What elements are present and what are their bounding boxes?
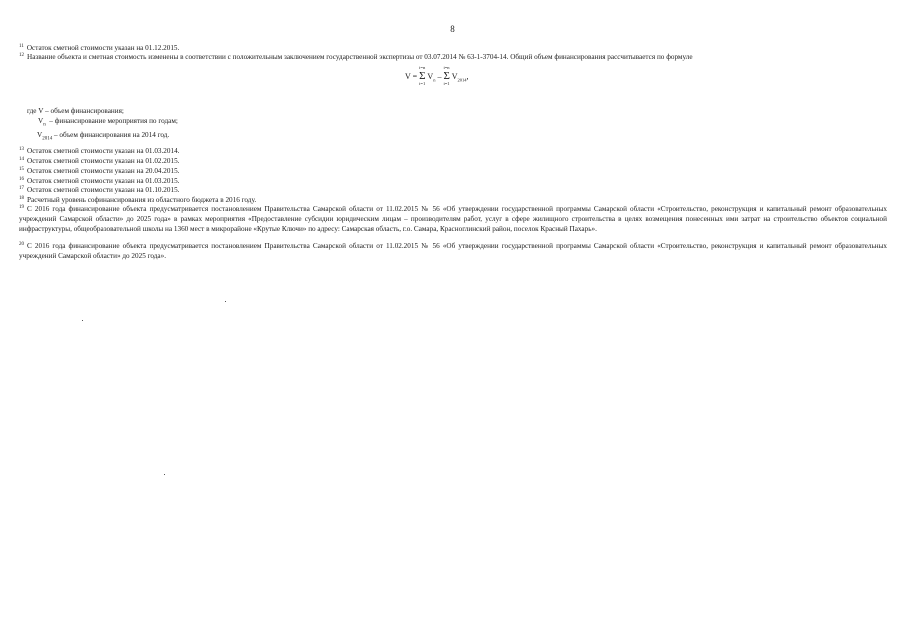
footnote-20 [19,241,887,261]
footnote-marker: 14 [19,157,24,162]
formula-term-2: V [451,72,458,81]
footnote-text: С 2016 года финансирование объекта предусматривается постановлением Правительства Самарской области от 11.02.2015 № 56 «Об утверждении государственной программы Самарской области «Строительство, реконструкция и капитальный ремонт образовательных учреждений Самарской области» до 2025 года». [19,242,887,260]
footnote-12 [19,52,887,62]
footnote-text: Остаток сметной стоимости указан на 01.12.2015. [26,44,180,52]
sum-symbol-2: Σ i=n i=1 [443,65,450,86]
footnote-14 [19,156,887,166]
sum-symbol-1: Σ i=n i=1 [419,65,426,86]
footnote-marker: 19 [19,205,24,210]
footnote-text: Остаток сметной стоимости указан на 20.04.2015. [27,167,180,175]
formula-term-1: V [427,72,434,81]
formula-minus: – [437,72,442,81]
footnote-marker: 12 [19,53,24,58]
formula-legend [27,106,178,145]
footnote-text: Остаток сметной стоимости указан на 01.03.2015. [27,177,180,185]
footnote-17 [19,185,887,195]
formula-tail: , [466,72,469,81]
footnote-text: Остаток сметной стоимости указан на 01.03.2014. [27,147,180,155]
scan-speck [164,474,165,475]
footnote-text: Название объекта и сметная стоимость изменены в соответствии с положительным заключением государственной экспертизы от 03.07.2014 № 63-1-3704-14. Общий объем финансирования рассчитывается по формуле [27,53,693,61]
legend-symbol: V [38,117,44,125]
footnote-19 [19,204,887,234]
legend-symbol-sub: n [43,122,46,128]
legend-symbol: V [37,131,43,140]
footnote-marker: 15 [19,167,24,172]
legend-text: – финансирование мероприятия по годам; [49,117,178,125]
sum-upper-limit: i=n [443,65,450,70]
footnote-marker: 16 [19,177,24,182]
footnote-marker: 17 [19,186,24,191]
footnote-text: Остаток сметной стоимости указан на 01.02.2015. [27,157,180,165]
footnote-text: С 2016 года финансирование объекта предусматривается постановлением Правительства Самарской области от 11.02.2015 № 56 «Об утверждении государственной программы Самарской области «Строительство, реконструкция и капитальный ремонт образовательных учреждений Самарской области» до 2025 года» в рамках мероприятия «Предоставление субсидии юридическим лицам – производителям работ, услуг в сфере жилищного строительства в целях возмещения понесенных ими затрат на строительство объектов социальной инфраструктуры, общеобразовательной школы на 1360 мест в микрорайоне «Крутые Ключи» по адресу: Самарская область, г.о. Самара, Красноглинский район, поселок Красный Пахарь». [19,205,887,233]
legend-line-3 [27,130,178,144]
formula [405,65,469,86]
sum-lower-limit: i=1 [443,81,450,86]
legend-symbol-sub: 2014 [42,136,53,142]
footnote-text: Расчетный уровень софинансирования из областного бюджета в 2016 году. [27,196,257,204]
formula-lhs: V = [405,72,418,81]
formula-term-1-sub: n [433,77,436,83]
footnote-13 [19,146,887,156]
scan-speck [82,320,83,321]
footnote-marker: 13 [19,147,24,152]
footnote-marker: 11 [19,44,24,49]
sum-lower-limit: i=1 [419,81,426,86]
footnote-marker: 18 [19,196,24,201]
page-number: 8 [450,24,455,34]
scan-speck [225,301,226,302]
footnote-15 [19,166,887,176]
footnote-text: Остаток сметной стоимости указан на 01.10.2015. [27,186,180,194]
legend-text: – объем финансирования на 2014 год. [54,131,170,140]
legend-line-1: где V – объем финансирования; [27,107,124,115]
sum-upper-limit: i=n [419,65,426,70]
legend-line-2 [27,116,178,130]
formula-term-2-sub: 2014 [457,77,467,83]
footnote-marker: 20 [19,242,24,247]
